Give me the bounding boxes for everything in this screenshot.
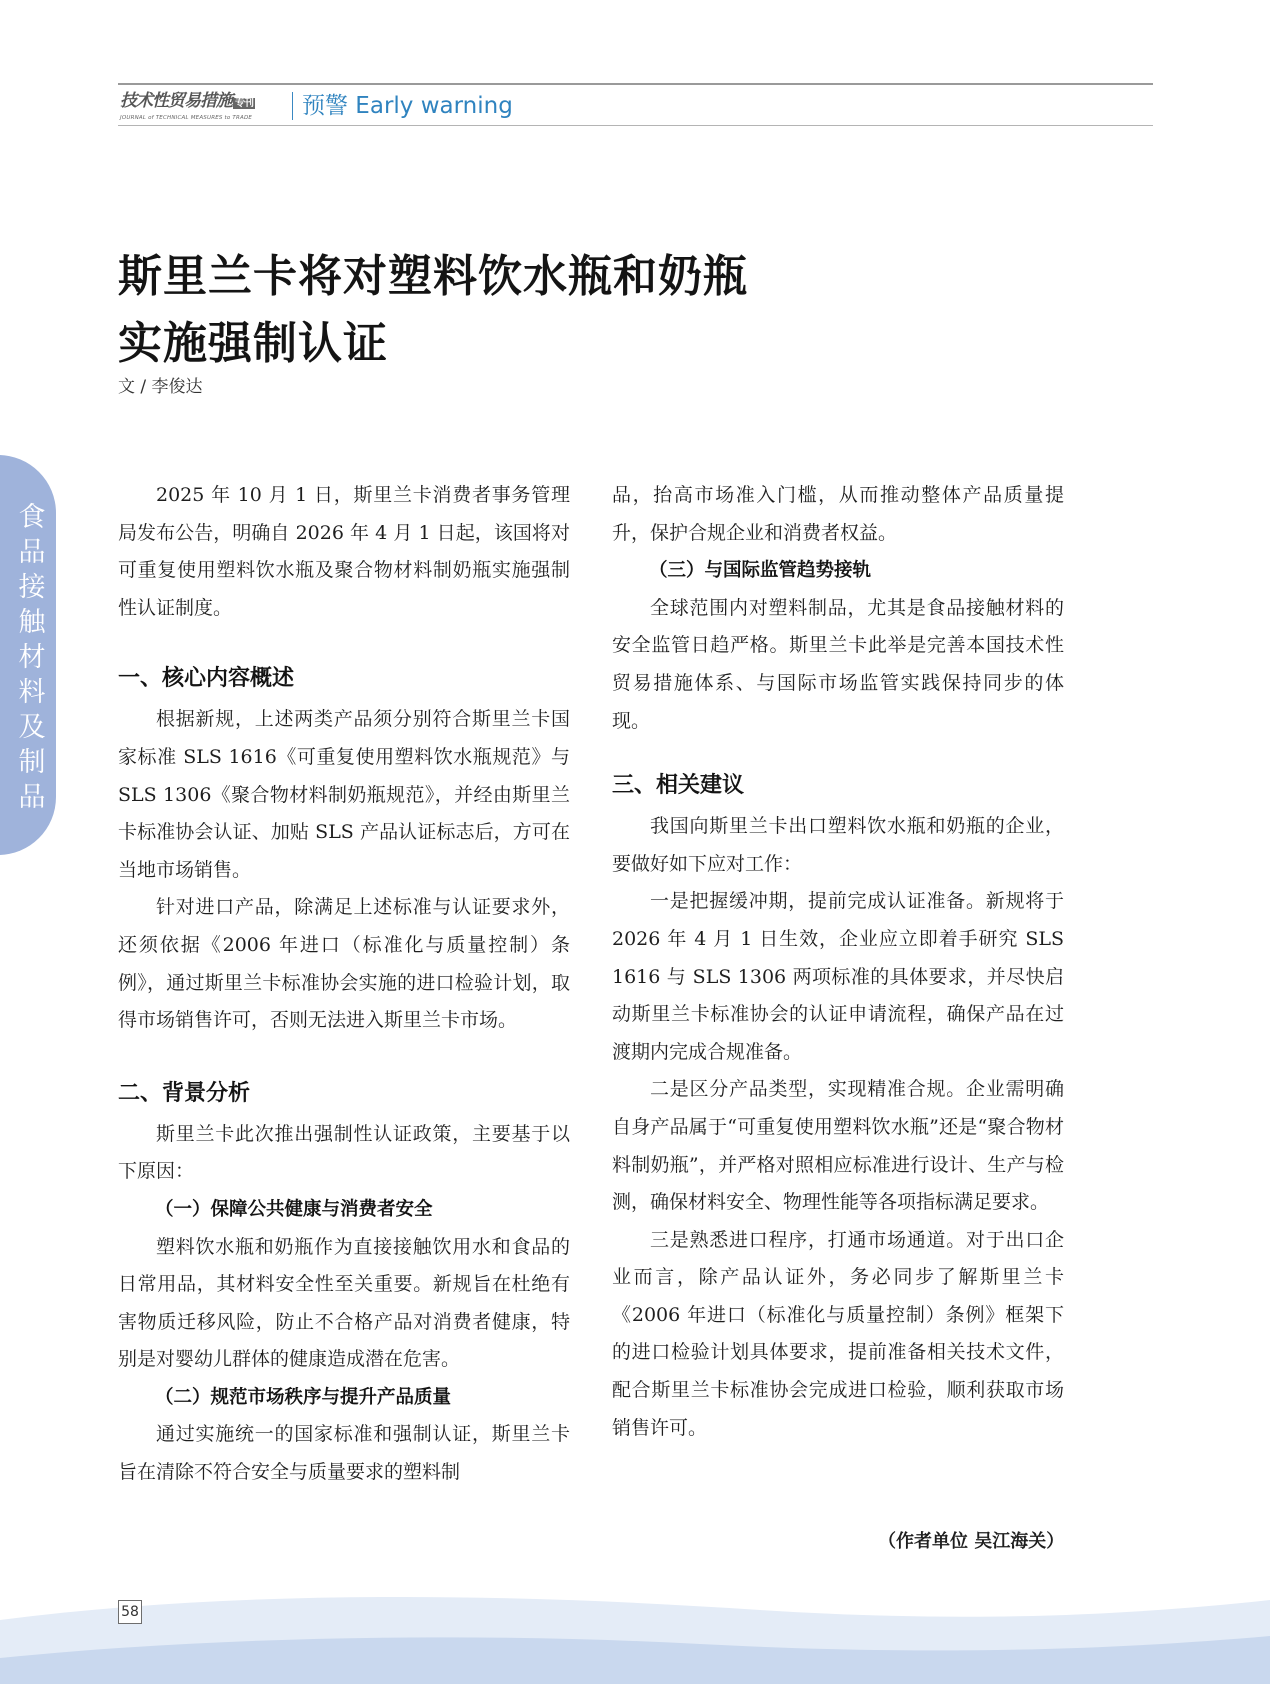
subheading-public-health: （一）保障公共健康与消费者安全 bbox=[155, 1198, 433, 1220]
body-paragraph: 斯里兰卡此次推出强制性认证政策，主要基于以下原因： bbox=[118, 1122, 570, 1183]
header-bottom-rule bbox=[118, 125, 1153, 126]
side-char: 品 bbox=[18, 537, 46, 568]
section-heading-background: 二、背景分析 bbox=[118, 1080, 251, 1106]
article-title-line-1: 斯里兰卡将对塑料饮水瓶和奶瓶 bbox=[118, 251, 748, 302]
section-heading-core: 一、核心内容概述 bbox=[118, 666, 295, 692]
journal-name bbox=[120, 91, 288, 114]
journal-logo bbox=[120, 91, 288, 125]
body-paragraph-continued: 品，抬高市场准入门槛，从而推动整体产品质量提升，保护合规企业和消费者权益。 bbox=[612, 484, 1064, 544]
body-paragraph: 根据新规，上述两类产品须分别符合斯里兰卡国家标准 SLS 1616《可重复使用塑料饮水瓶规范》与 SLS 1306《聚合物材料制奶瓶规范》，并经由斯里兰卡标准协会认证、加贴 SLS 产品认证标志后，方可在当地市场销售。 bbox=[118, 708, 570, 881]
side-char: 品 bbox=[18, 782, 46, 813]
side-char: 料 bbox=[18, 677, 46, 708]
article-title-line-2: 实施强制认证 bbox=[118, 318, 388, 369]
article-byline: 文 / 李俊达 bbox=[118, 377, 203, 397]
body-paragraph: 全球范围内对塑料制品，尤其是食品接触材料的安全监管日趋严格。斯里兰卡此举是完善本国技术性贸易措施体系、与国际市场监管实践保持同步的体现。 bbox=[612, 596, 1064, 732]
header-separator bbox=[292, 92, 293, 120]
body-paragraph: 针对进口产品，除满足上述标准与认证要求外，还须依据《2006 年进口（标准化与质量控制）条例》，通过斯里兰卡标准协会实施的进口检验计划，取得市场销售许可，否则无法进入斯里兰卡市场。 bbox=[118, 896, 570, 1032]
section-heading-suggestions: 三、相关建议 bbox=[612, 773, 745, 799]
journal-name-text: 技术性贸易措施 bbox=[120, 91, 232, 111]
author-affiliation: （作者单位 吴江海关） bbox=[878, 1531, 1065, 1552]
side-category-label bbox=[12, 500, 52, 815]
side-char: 食 bbox=[18, 502, 46, 533]
journal-badge: 专刊 bbox=[235, 98, 253, 109]
body-paragraph: 三是熟悉进口程序，打通市场通道。对于出口企业而言，除产品认证外，务必同步了解斯里兰卡《2006 年进口（标准化与质量控制）条例》框架下的进口检验计划具体要求，提前准备相关技术文件，配合斯里兰卡标准协会完成进口检验，顺利获取市场销售许可。 bbox=[612, 1228, 1064, 1439]
right-column bbox=[612, 477, 1064, 1447]
section-label: 预警 Early warning bbox=[302, 93, 513, 119]
body-paragraph: 二是区分产品类型，实现精准合规。企业需明确自身产品属于“可重复使用塑料饮水瓶”还是“聚合物材料制奶瓶”，并严格对照相应标准进行设计、生产与检测，确保材料安全、物理性能等各项指标满足要求。 bbox=[612, 1078, 1064, 1214]
side-char: 接 bbox=[18, 572, 46, 603]
side-char: 材 bbox=[18, 642, 46, 673]
footer-wave bbox=[0, 1580, 1270, 1684]
header-top-rule bbox=[118, 83, 1153, 85]
left-column bbox=[118, 477, 570, 1492]
subheading-market-order: （二）规范市场秩序与提升产品质量 bbox=[155, 1386, 452, 1408]
journal-english-name: JOURNAL of TECHNICAL MEASURES to TRADE bbox=[120, 115, 253, 121]
subheading-international: （三）与国际监管趋势接轨 bbox=[649, 560, 872, 582]
body-paragraph: 我国向斯里兰卡出口塑料饮水瓶和奶瓶的企业，要做好如下应对工作： bbox=[612, 815, 1064, 875]
page-number: 58 bbox=[118, 1600, 142, 1624]
side-char: 及 bbox=[18, 712, 46, 743]
intro-paragraph: 2025 年 10 月 1 日，斯里兰卡消费者事务管理局发布公告，明确自 2026 年 4 月 1 日起，该国将对可重复使用塑料饮水瓶及聚合物材料制奶瓶实施强制性认证制度。 bbox=[118, 484, 570, 619]
body-paragraph: 塑料饮水瓶和奶瓶作为直接接触饮用水和食品的日常用品，其材料安全性至关重要。新规旨在杜绝有害物质迁移风险，防止不合格产品对消费者健康，特别是对婴幼儿群体的健康造成潜在危害。 bbox=[118, 1235, 570, 1371]
side-char: 制 bbox=[18, 747, 46, 778]
body-paragraph: 通过实施统一的国家标准和强制认证，斯里兰卡旨在清除不符合安全与质量要求的塑料制 bbox=[118, 1423, 570, 1484]
body-paragraph: 一是把握缓冲期，提前完成认证准备。新规将于 2026 年 4 月 1 日生效，企业应立即着手研究 SLS 1616 与 SLS 1306 两项标准的具体要求，并尽快启动斯里兰卡标准协会的认证申请流程，确保产品在过渡期内完成合规准备。 bbox=[612, 890, 1064, 1063]
side-char: 触 bbox=[18, 607, 46, 638]
